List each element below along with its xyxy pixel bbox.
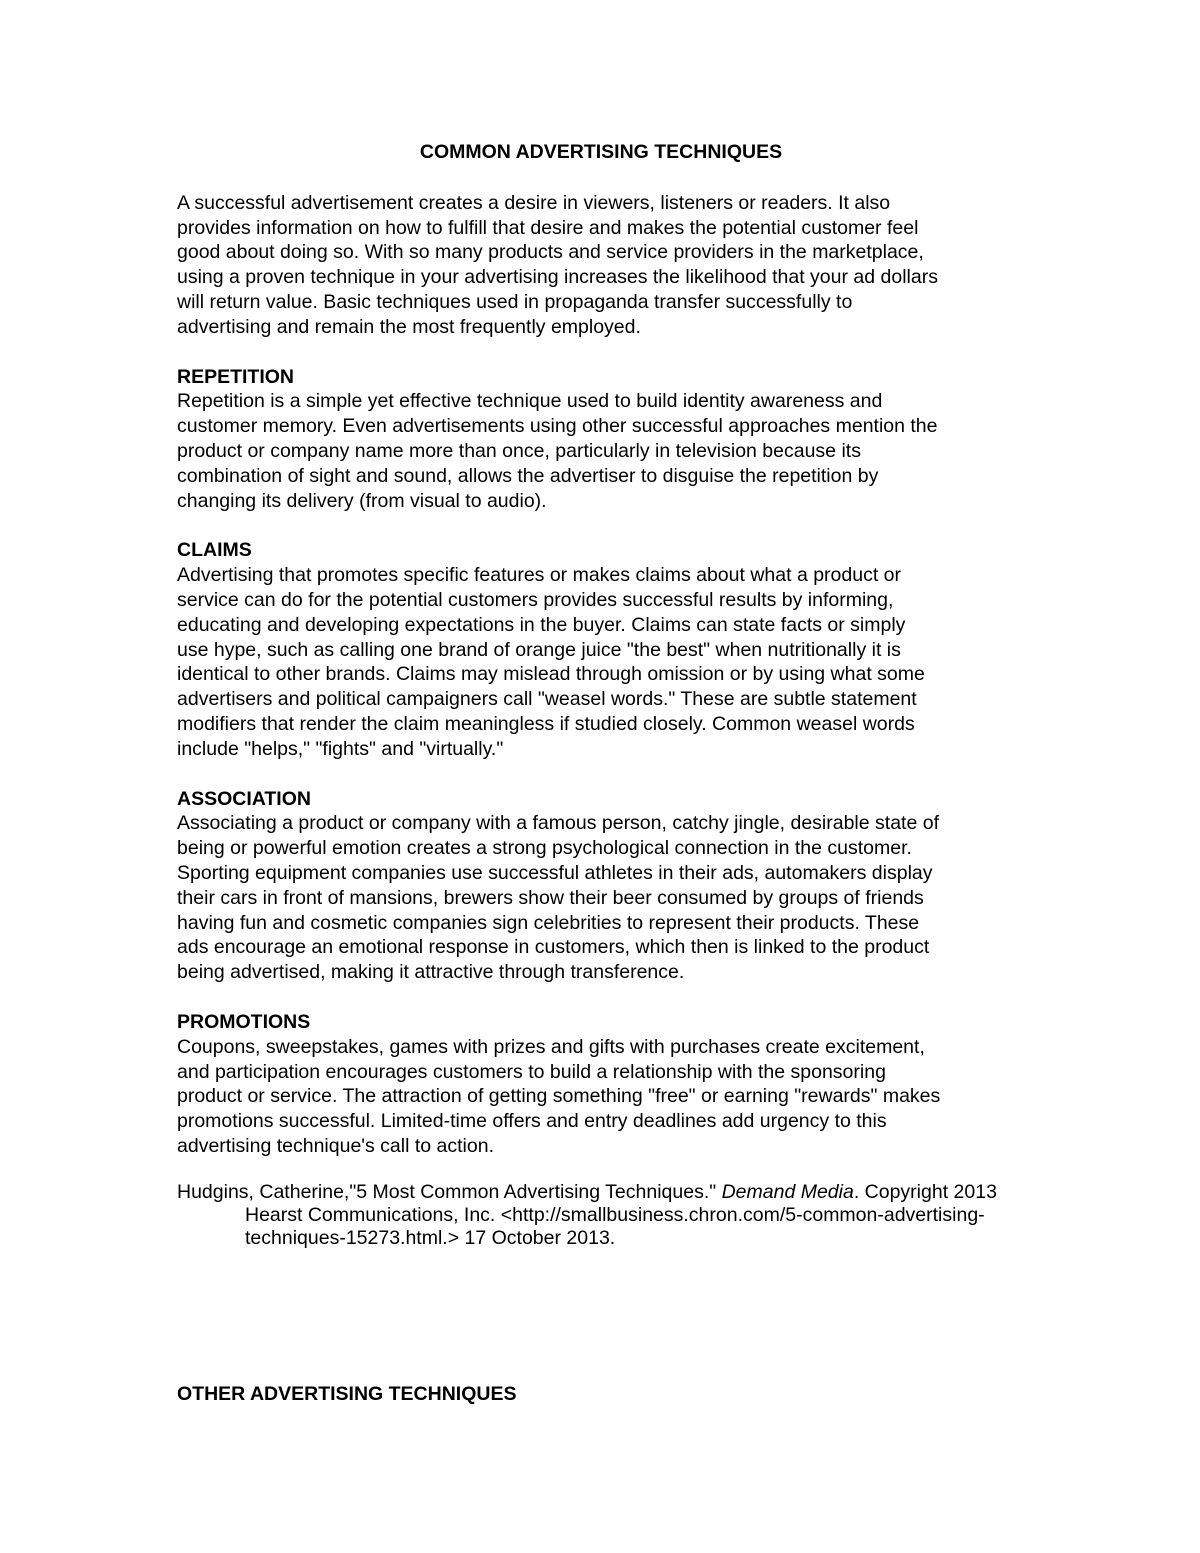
section-body: Associating a product or company with a famous person, catchy jingle, desirable state of being or powerful emotion creates a strong psychological connection in the customer. Sporting equipment companies use successful athletes in their ads, automakers display their cars in front of mansions, brewers show their beer consumed by groups of friends having fun and cosmetic companies sign celebrities to represent their products. These ads encourage an emotional response in customers, which then is linked to the product being advertised, making it attractive through transference.: [177, 812, 939, 984]
section-association: [177, 787, 1037, 985]
citation-rest: . Copyright 2013 Hearst Communications, Inc. <http://smallbusiness.chron.com/5-common-advertising- techniques-15273.html.> 17 October 2013.: [245, 1180, 997, 1249]
citation: [177, 1181, 1037, 1250]
section-heading: CLAIMS: [177, 539, 252, 562]
section-repetition: [177, 365, 1037, 514]
intro-paragraph: A successful advertisement creates a desire in viewers, listeners or readers. It also provides information on how to fulfill that desire and makes the potential customer feel good about doing so. With so many products and service providers in the marketplace, using a proven technique in your advertising increases the likelihood that your ad dollars will return value. Basic techniques used in propaganda transfer successfully to advertising and remain the most frequently employed.: [177, 191, 938, 338]
document-page: [177, 140, 1037, 1250]
other-techniques-heading: OTHER ADVERTISING TECHNIQUES: [177, 1383, 517, 1405]
section-claims: [177, 538, 1037, 761]
document-title: COMMON ADVERTISING TECHNIQUES: [419, 141, 783, 163]
citation-source: Demand Media: [721, 1180, 854, 1203]
section-body: Coupons, sweepstakes, games with prizes and gifts with purchases create excitement, and participation encourages customers to build a relationship with the sponsoring product or service. The attraction of getting something "free" or earning "rewards" makes promotions successful. Limited-time offers and entry deadlines add urgency to this advertising technique's call to action.: [177, 1035, 941, 1157]
section-heading: PROMOTIONS: [177, 1010, 311, 1033]
section-heading: ASSOCIATION: [177, 787, 311, 810]
section-heading: REPETITION: [177, 365, 295, 388]
section-body: Advertising that promotes specific features or makes claims about what a product or service can do for the potential customers provides successful results by informing, educating and developing expectations in the buyer. Claims can state facts or simply use hype, such as calling one brand of orange juice "the best" when nutritionally it is identical to other brands. Claims may mislead through omission or by using what some advertisers and political campaigners call "weasel words." These are subtle statement modifiers that render the claim meaningless if studied closely. Common weasel words include "helps," "fights" and "virtually.": [177, 564, 925, 760]
citation-lead: Hudgins, Catherine,"5 Most Common Advertising Techniques.": [177, 1180, 722, 1203]
section-promotions: [177, 1010, 1037, 1159]
section-body: Repetition is a simple yet effective technique used to build identity awareness and customer memory. Even advertisements using other successful approaches mention the product or company name more than once, particularly in television because its combination of sight and sound, allows the advertiser to disguise the repetition by changing its delivery (from visual to audio).: [177, 390, 938, 512]
